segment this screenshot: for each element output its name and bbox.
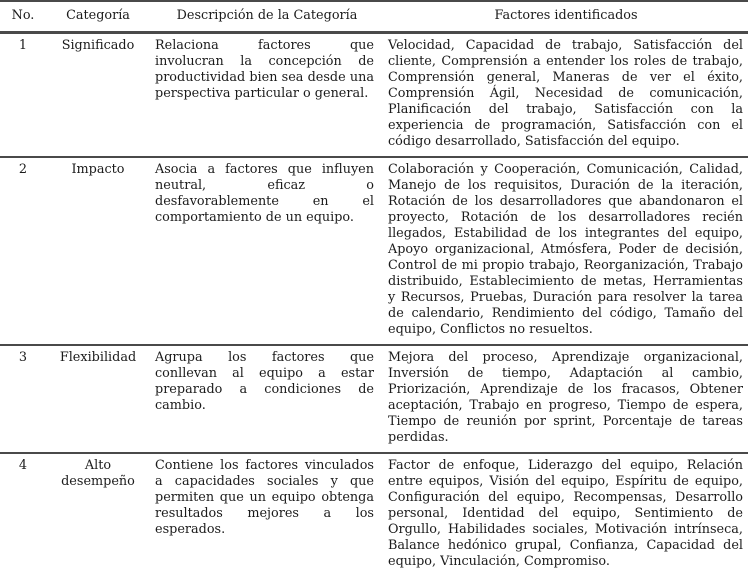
header-row: [0, 1, 748, 33]
row-description: Agrupa los factores que conllevan al equipo a estar preparado a condiciones de cambio.: [150, 345, 384, 453]
row-factors: Colaboración y Cooperación, Comunicación, Calidad, Manejo de los requisitos, Duración de la iteración, Rotación de los desarrolladores que abandonaron el proyecto, Rotación de los desarrolladores recién llegados, Estabilidad de los integrantes del equipo, Apoyo organizacional, Atmósfera, Poder de decisión, Control de mi propio trabajo, Reorganización, Trabajo distribuido, Establecimiento de metas, Herramientas y Recursos, Pruebas, Duración para resolver la tarea de calendario, Rendimiento del código, Tamaño del equipo, Conflictos no resueltos.: [384, 157, 748, 345]
row-description: Relaciona factores que involucran la concepción de productividad bien sea desde una perspectiva particular o general.: [150, 33, 384, 158]
row-category: Impacto: [46, 157, 150, 345]
table-header: [0, 1, 748, 33]
col-header-descripcion: Descripción de la Categoría: [150, 1, 384, 33]
row-category: Flexibilidad: [46, 345, 150, 453]
row-factors: Velocidad, Capacidad de trabajo, Satisfacción del cliente, Comprensión a entender los roles de trabajo, Comprensión general, Maneras de ver el éxito, Comprensión Ágil, Necesidad de comunicación, Planificación del trabajo, Satisfacción con la experiencia de programación, Satisfacción con el código desarrollado, Satisfacción del equipo.: [384, 33, 748, 158]
table-row-alto-desempeno: [0, 453, 748, 572]
row-factors: Factor de enfoque, Liderazgo del equipo, Relación entre equipos, Visión del equipo, Espíritu de equipo, Configuración del equipo, Recompensas, Desarrollo personal, Identidad del equipo, Sentimiento de Orgullo, Habilidades sociales, Motivación intrínseca, Balance hedónico grupal, Confianza, Capacidad del equipo, Vinculación, Compromiso.: [388, 458, 743, 569]
row-category: Alto desempeño: [61, 458, 135, 489]
col-header-categoria: Categoría: [46, 1, 150, 33]
table-row-significado: [0, 33, 748, 158]
table-row-impacto: [0, 157, 748, 345]
table-body: [0, 33, 748, 572]
row-factors: Mejora del proceso, Aprendizaje organizacional, Inversión de tiempo, Adaptación al cambio, Priorización, Aprendizaje de los fracasos, Obtener aceptación, Trabajo en progreso, Tiempo de espera, Tiempo de reunión por sprint, Porcentaje de tareas perdidas.: [384, 345, 748, 453]
col-header-factores: Factores identificados: [384, 1, 748, 33]
row-description: Contiene los factores vinculados a capacidades sociales y que permiten que un equipo obtenga resultados mejores a los esperados.: [155, 458, 374, 537]
row-number: 1: [0, 33, 46, 158]
row-category: Significado: [46, 33, 150, 158]
table-row-flexibilidad: [0, 345, 748, 453]
row-number: 4: [18, 458, 28, 473]
row-number: 2: [0, 157, 46, 345]
row-number: 3: [0, 345, 46, 453]
row-description: Asocia a factores que influyen neutral, eficaz o desfavorablemente en el comportamiento de un equipo.: [150, 157, 384, 345]
col-header-no: No.: [0, 1, 46, 33]
